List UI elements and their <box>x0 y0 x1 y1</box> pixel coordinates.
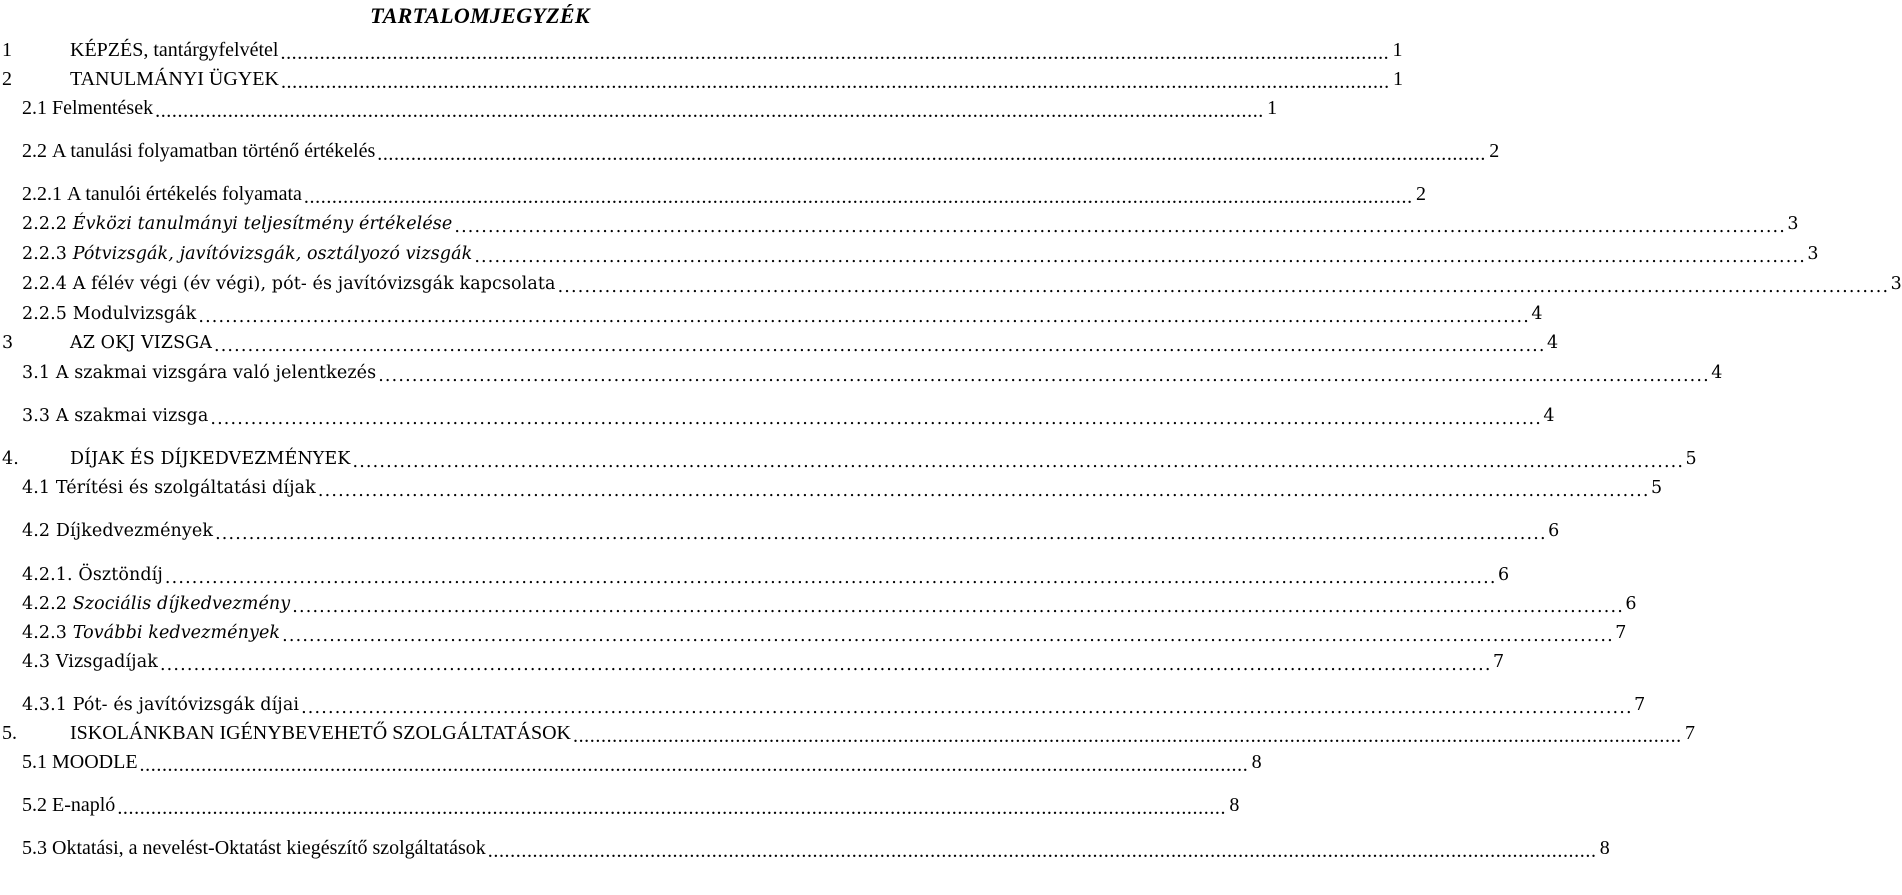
toc-entry[interactable] <box>0 613 1627 643</box>
toc-entry-page-number: 4 <box>1547 333 1559 353</box>
toc-entry[interactable] <box>0 555 1510 585</box>
dot-leader <box>292 597 1620 615</box>
toc-entry-title: Ösztöndíj <box>78 565 163 585</box>
dot-leader <box>160 655 1488 673</box>
toc-entry-number: 5.3 <box>22 837 47 859</box>
toc-entry-number: 4.2 <box>22 521 51 541</box>
toc-entry-number: 3 <box>2 333 14 353</box>
toc-entry[interactable] <box>0 511 1560 541</box>
toc-entry[interactable] <box>0 353 1723 383</box>
toc-entry-title: Térítési és szolgáltatási díjak <box>55 478 316 498</box>
toc-entry[interactable] <box>0 32 1403 62</box>
toc-entry-number: 3.3 <box>22 406 51 426</box>
toc-entry-page-number: 4 <box>1711 363 1723 383</box>
toc-entry-title: Felmentések <box>52 97 154 119</box>
toc-entry[interactable] <box>0 830 1610 860</box>
toc-entry-page-number: 7 <box>1615 623 1627 643</box>
dot-leader <box>210 409 1538 427</box>
dot-leader <box>352 452 1680 470</box>
toc-entry-title: Pótvizsgák, javítóvizsgák, osztályozó vizsgák <box>72 244 473 264</box>
toc-entry[interactable] <box>0 787 1240 817</box>
toc-entry-page-number: 3 <box>1787 214 1799 234</box>
toc-entry-page-number: 4 <box>1543 406 1555 426</box>
toc-entry[interactable] <box>0 642 1505 672</box>
toc-entry-page-number: 8 <box>1251 751 1262 773</box>
toc-entry-number: 2 <box>2 68 12 90</box>
toc-entry-title: További kedvezmények <box>72 623 281 643</box>
dot-leader <box>488 840 1594 860</box>
dot-leader <box>280 42 1386 62</box>
dot-leader <box>304 186 1410 206</box>
toc-entry-title: Oktatási, a nevelést-Oktatást kiegészítő szolgáltatások <box>52 837 486 859</box>
dot-leader <box>214 336 1542 354</box>
toc-entry-page-number: 1 <box>1267 97 1278 119</box>
toc-entry-number: 5. <box>2 722 17 744</box>
toc-entry-title: A tanulási folyamatban történő értékelés <box>52 140 376 162</box>
toc-entry-title: AZ OKJ VIZSGA <box>70 333 212 353</box>
toc-entry-page-number: 1 <box>1392 39 1403 61</box>
toc-entry[interactable] <box>0 234 1819 264</box>
toc-entry-number: 4.2.3 <box>22 623 68 643</box>
dot-leader <box>454 217 1782 235</box>
toc-entry-page-number: 5 <box>1650 478 1663 498</box>
dot-leader <box>318 481 1646 499</box>
toc-entry-number: 2.2 <box>22 140 47 162</box>
toc-entry-title: Díjkedvezmények <box>55 521 214 541</box>
toc-entry-title: ISKOLÁNKBAN IGÉNYBEVEHETŐ SZOLGÁLTATÁSOK <box>70 722 571 744</box>
toc-entry-number: 2.2.4 <box>22 274 68 294</box>
toc-entry-page-number: 7 <box>1493 652 1505 672</box>
toc-entry-title: A félév végi (év végi), pót- és javítóvizsgák kapcsolata <box>72 274 556 294</box>
toc-entry-title: A tanulói értékelés folyamata <box>67 183 302 205</box>
toc-entry-title: Vizsgadíjak <box>55 652 158 672</box>
toc-entry[interactable] <box>0 294 1543 324</box>
dot-leader <box>301 698 1629 716</box>
toc-entry[interactable] <box>0 439 1697 469</box>
toc-entry-number: 2.2.2 <box>22 214 68 234</box>
toc-entry-page-number: 6 <box>1625 594 1637 614</box>
toc-entry[interactable] <box>0 204 1799 234</box>
toc-entry-number: 4.1 <box>22 478 51 498</box>
toc-entry-page-number: 7 <box>1684 722 1695 744</box>
toc-entry-page-number: 2 <box>1415 183 1426 205</box>
toc-entry-title: A szakmai vizsgára való jelentkezés <box>55 363 377 383</box>
toc-entry-title: TANULMÁNYI ÜGYEK <box>70 68 279 90</box>
toc-entry-number: 4.3 <box>22 652 51 672</box>
toc-entry[interactable] <box>0 90 1278 120</box>
toc-entry[interactable] <box>0 685 1646 715</box>
dot-leader <box>155 100 1261 120</box>
toc-entry-page-number: 7 <box>1634 695 1646 715</box>
toc-entry[interactable] <box>0 715 1695 745</box>
dot-leader <box>117 797 1223 817</box>
dot-leader <box>378 366 1706 384</box>
dot-leader <box>377 143 1483 163</box>
toc-entry[interactable] <box>0 264 1902 294</box>
toc-entry[interactable] <box>0 744 1262 774</box>
toc-entry-title: KÉPZÉS, tantárgyfelvétel <box>70 39 279 61</box>
toc-entry-number: 4. <box>2 449 19 469</box>
toc-entry-title: DÍJAK ÉS DÍJKEDVEZMÉNYEK <box>70 449 351 469</box>
toc-entry-page-number: 1 <box>1392 68 1403 90</box>
dot-leader <box>215 524 1543 542</box>
toc-entry[interactable] <box>0 468 1663 498</box>
dot-leader <box>198 307 1526 325</box>
toc-entry-number: 4.3.1 <box>22 695 68 715</box>
toc-entry-number: 4.2.2 <box>22 594 68 614</box>
toc-entry-title: A szakmai vizsga <box>55 406 209 426</box>
dot-leader <box>282 626 1610 644</box>
toc-entry[interactable] <box>0 61 1403 91</box>
toc-entry-page-number: 6 <box>1548 521 1560 541</box>
toc-entry-number: 5.1 <box>22 751 47 773</box>
toc-entry-number: 1 <box>2 39 12 61</box>
toc-entry[interactable] <box>0 323 1559 353</box>
toc-entry[interactable] <box>0 133 1500 163</box>
dot-leader <box>474 247 1802 265</box>
toc-entry-page-number: 2 <box>1489 140 1500 162</box>
toc-entry-title: E-napló <box>52 794 116 816</box>
toc-entry[interactable] <box>0 176 1426 206</box>
dot-leader <box>165 568 1493 586</box>
toc-entry-page-number: 3 <box>1807 244 1819 264</box>
toc-entry-number: 2.2.5 <box>22 304 68 324</box>
toc-entry[interactable] <box>0 396 1555 426</box>
toc-entry-number: 2.2.1 <box>22 183 62 205</box>
toc-entry-title: Évközi tanulmányi teljesítmény értékelése <box>72 214 453 234</box>
dot-leader <box>558 277 1886 295</box>
toc-entry-title: Szociális díjkedvezmény <box>72 594 291 614</box>
toc-entry-title: Modulvizsgák <box>72 304 197 324</box>
toc-entry-page-number: 8 <box>1599 837 1610 859</box>
dot-leader <box>573 725 1679 745</box>
toc-entry-page-number: 6 <box>1497 565 1510 585</box>
toc-entry-page-number: 3 <box>1890 274 1902 294</box>
toc-entry-number: 2.2.3 <box>22 244 68 264</box>
dot-leader <box>281 71 1387 91</box>
toc-entry-title: Pót- és javítóvizsgák díjai <box>72 695 300 715</box>
toc-entry-page-number: 4 <box>1531 304 1543 324</box>
dot-leader <box>140 754 1246 774</box>
toc-entry-number: 3.1 <box>22 363 51 383</box>
toc-entry-number: 4.2.1. <box>22 565 73 585</box>
toc-entry-page-number: 8 <box>1229 794 1240 816</box>
toc-entry-number: 2.1 <box>22 97 47 119</box>
toc-entry-title: MOODLE <box>52 751 138 773</box>
toc-entry-number: 5.2 <box>22 794 47 816</box>
toc-entry-page-number: 5 <box>1685 449 1697 469</box>
toc-entry[interactable] <box>0 584 1637 614</box>
toc-title: TARTALOMJEGYZÉK <box>370 3 590 28</box>
